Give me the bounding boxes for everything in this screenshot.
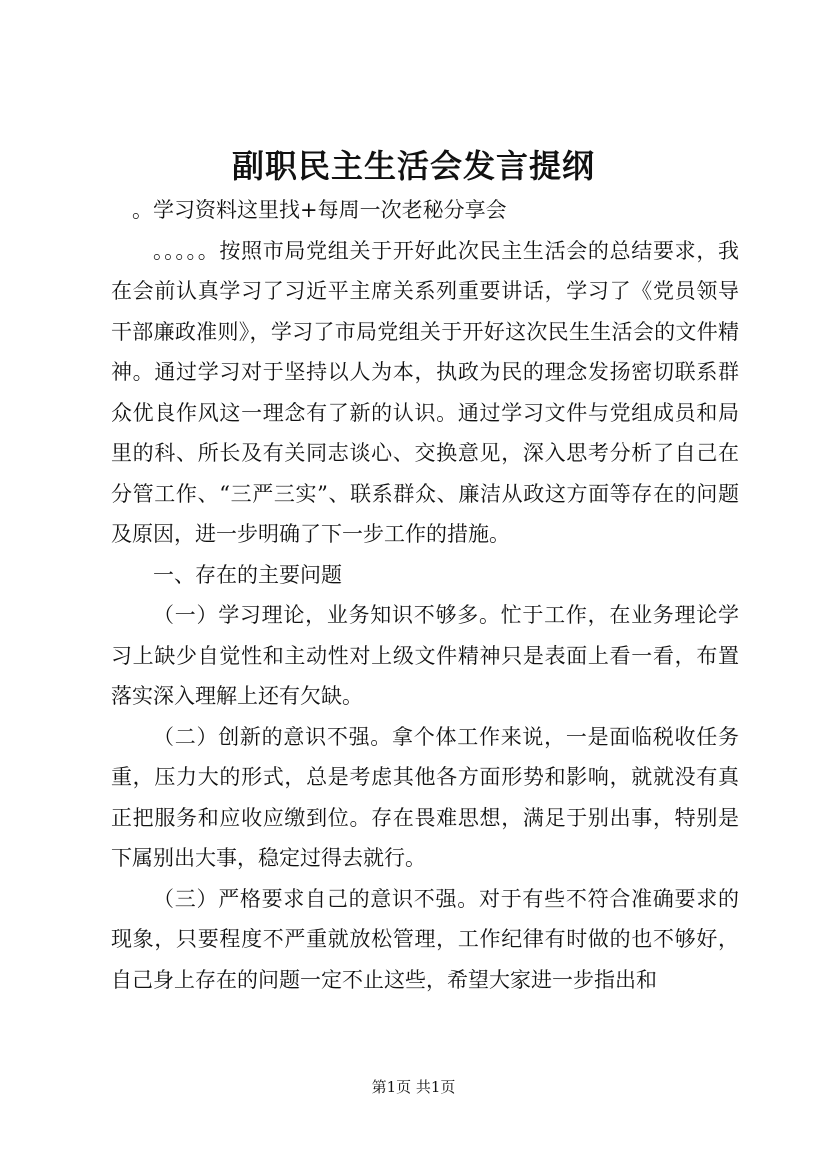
paragraph-issue-1: （一）学习理论，业务知识不够多。忙于工作，在业务理论学习上缺少自觉性和主动性对上级文件精神只是表面上看一看，布置落实深入理解上还有欠缺。: [111, 603, 739, 708]
document-title: 副职民主生活会发言提纲: [231, 147, 595, 185]
paragraph-issue-3: （三）严格要求自己的意识不强。对于有些不符合准确要求的现象，只要程度不严重就放松管理，工作纪律有时做的也不够好，自己身上存在的问题一定不止这些，希望大家进一步指出和: [111, 886, 739, 992]
document-body: [111, 190, 739, 1000]
paragraph-preface: 。。。。。按照市局党组关于开好此次民主生活会的总结要求，我在会前认真学习了习近平主席关系列重要讲话，学习了《党员领导干部廉政准则》，学习了市局党组关于开好这次民生生活会的文件精神。通过学习对于坚持以人为本，执政为民的理念发扬密切联系群众优良作风这一理念有了新的认识。通过学习文件与党组成员和局里的科、所长及有关同志谈心、交换意见，深入思考分析了自己在分管工作、“三严三实”、联系群众、廉洁从政这方面等存在的问题及原因，进一步明确了下一步工作的措施。: [111, 238, 739, 546]
page-footer: 第1页 共1页: [371, 1078, 456, 1096]
paragraph-issue-2: （二）创新的意识不强。拿个体工作来说，一是面临税收任务重，压力大的形式，总是考虑其他各方面形势和影响，就就没有真正把服务和应收应缴到位。存在畏难思想，满足于别出事，特别是下属别出大事，稳定过得去就行。: [111, 724, 739, 870]
paragraph-intro-note: 。学习资料这里找+每周一次老秘分享会: [132, 198, 507, 222]
section-heading: 一、存在的主要问题: [153, 562, 342, 587]
